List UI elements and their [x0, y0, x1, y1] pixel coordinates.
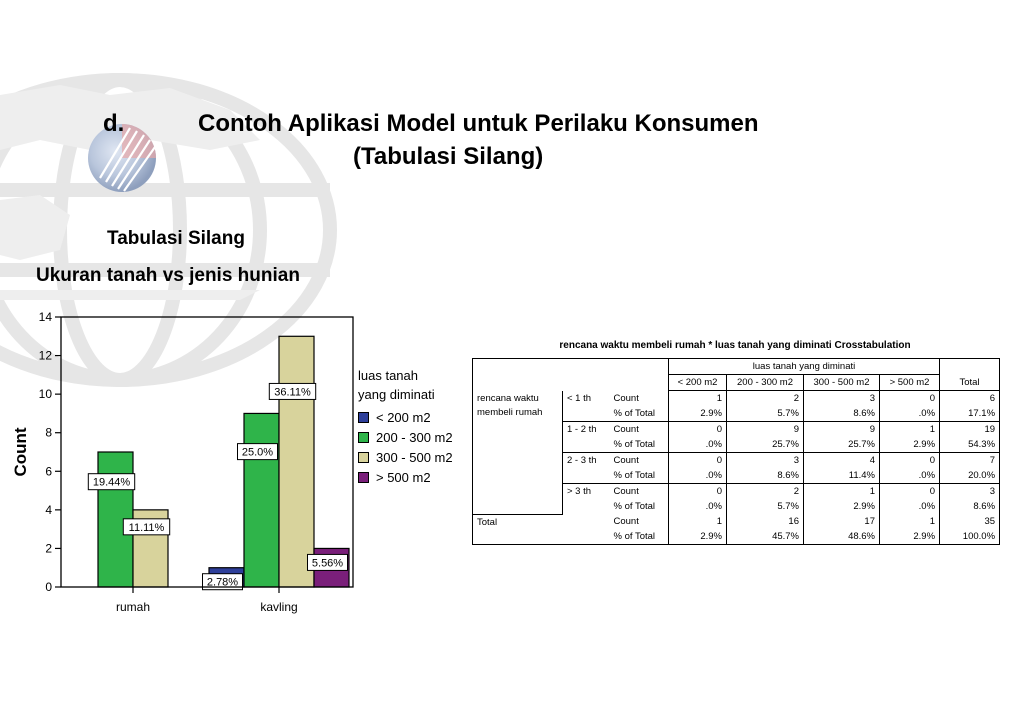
percent-cell: 2.9% [880, 437, 940, 453]
total-count-cell: 17 [804, 514, 880, 529]
count-cell: 0 [669, 453, 727, 469]
statistic-label: Count [610, 422, 669, 438]
legend-label: 200 - 300 m2 [376, 429, 453, 445]
y-tick-label: 2 [45, 541, 52, 556]
bar-data-label-text: 11.11% [128, 521, 165, 534]
x-tick-label: kavling [260, 600, 298, 614]
count-cell: 2 [727, 391, 804, 407]
count-cell: 7 [940, 453, 1000, 469]
percent-cell: .0% [669, 437, 727, 453]
page-title: Contoh Aplikasi Model untuk Perilaku Konsumen [198, 110, 759, 137]
count-cell: 1 [804, 484, 880, 500]
percent-cell: .0% [880, 406, 940, 422]
y-tick-label: 4 [45, 502, 52, 517]
bar-data-label [269, 383, 315, 399]
bar [241, 413, 279, 587]
table-row [473, 359, 1000, 375]
section-heading: Tabulasi Silang [107, 228, 245, 249]
y-tick-label: 12 [38, 348, 52, 363]
y-axis [39, 310, 61, 594]
bar [279, 336, 314, 587]
section-subheading: Ukuran tanah vs jenis hunian [36, 265, 300, 286]
row-category-label: 2 - 3 th [563, 453, 610, 484]
percent-cell: 2.9% [804, 499, 880, 514]
total-count-cell: 1 [880, 514, 940, 529]
percent-cell: 25.7% [727, 437, 804, 453]
table-row [473, 391, 1000, 407]
y-axis-label: Count [11, 427, 30, 477]
row-variable-label: rencana waktu membeli rumah [473, 391, 563, 515]
statistic-label: % of Total [613, 470, 656, 481]
legend-item [358, 467, 453, 487]
bar-data-label [308, 554, 348, 570]
row-category-label: < 1 th [563, 391, 610, 422]
legend-item [358, 447, 453, 467]
legend-item [358, 427, 453, 447]
legend-swatch [358, 412, 369, 423]
count-cell: 1 [880, 422, 940, 438]
total-row-label: Total [473, 514, 610, 545]
x-axis [116, 587, 298, 614]
bar-data-label [238, 444, 278, 460]
percent-cell: 5.7% [727, 406, 804, 422]
percent-cell: 25.7% [804, 437, 880, 453]
page-subtitle: (Tabulasi Silang) [353, 143, 544, 170]
legend-swatch [358, 432, 369, 443]
count-cell: 3 [940, 484, 1000, 500]
count-cell: 6 [940, 391, 1000, 407]
total-percent-cell: 45.7% [727, 529, 804, 545]
column-header: 200 - 300 m2 [727, 375, 804, 391]
count-cell: 19 [940, 422, 1000, 438]
table-cell [473, 359, 669, 391]
total-percent-cell: 2.9% [669, 529, 727, 545]
statistic-label: % of Total [613, 439, 656, 450]
y-tick-label: 10 [38, 387, 52, 402]
statistic-label: % of Total [613, 501, 656, 512]
statistic-label: Count [613, 516, 639, 527]
legend-label: > 500 m2 [376, 469, 431, 485]
total-count-cell: 1 [669, 514, 727, 529]
bar-chart [0, 300, 370, 630]
legend-item [358, 407, 453, 427]
percent-cell: .0% [669, 468, 727, 484]
count-cell: 0 [880, 391, 940, 407]
x-tick-label: rumah [115, 600, 151, 614]
y-tick-label: 0 [45, 580, 52, 594]
percent-cell: .0% [880, 499, 940, 514]
count-cell: 0 [669, 422, 727, 438]
count-cell: 4 [804, 453, 880, 469]
column-header: < 200 m2 [669, 375, 727, 391]
total-percent-cell: 100.0% [940, 529, 1000, 545]
crosstab-title: rencana waktu membeli rumah * luas tanah yang diminati Crosstabulation [559, 340, 911, 351]
column-header: Total [940, 375, 1000, 391]
bar-data-label-text: 36.11% [274, 386, 311, 399]
statistic-label: Count [610, 453, 669, 469]
column-header: 300 - 500 m2 [804, 375, 880, 391]
y-tick-label: 6 [45, 464, 52, 479]
percent-cell: 8.6% [940, 499, 1000, 514]
bar-data-label [88, 474, 134, 490]
legend-label: < 200 m2 [376, 409, 431, 425]
bar-data-label [123, 519, 169, 535]
count-cell: 1 [669, 391, 727, 407]
bar-data-label-text: 19.44% [92, 476, 131, 489]
count-cell: 9 [804, 422, 880, 438]
percent-cell: .0% [880, 468, 940, 484]
crosstab-table [472, 358, 1000, 545]
column-header: > 500 m2 [880, 375, 940, 391]
percent-cell: 5.7% [727, 499, 804, 514]
statistic-label: % of Total [610, 529, 669, 545]
title-letter: d. [103, 110, 125, 137]
statistic-label: % of Total [613, 408, 656, 419]
legend-title-line2: yang diminati [358, 387, 435, 402]
row-category-label: 1 - 2 th [563, 422, 610, 453]
statistic-label: Count [610, 484, 669, 500]
statistic-label: Count [613, 392, 639, 404]
percent-cell: 8.6% [727, 468, 804, 484]
y-tick-label: 14 [38, 310, 52, 324]
count-cell: 0 [669, 484, 727, 500]
legend-swatch [358, 472, 369, 483]
count-cell: 0 [880, 453, 940, 469]
table-cell [940, 359, 1000, 375]
percent-cell: 20.0% [940, 468, 1000, 484]
table-row [473, 514, 1000, 529]
legend-swatch [358, 452, 369, 463]
percent-cell: .0% [669, 499, 727, 514]
percent-cell: 17.1% [940, 406, 1000, 422]
count-cell: 9 [727, 422, 804, 438]
percent-cell: 8.6% [804, 406, 880, 422]
total-percent-cell: 48.6% [804, 529, 880, 545]
total-percent-cell: 2.9% [880, 529, 940, 545]
bar-series-group [98, 336, 349, 587]
row-category-label: > 3 th [563, 484, 610, 515]
percent-cell: 54.3% [940, 437, 1000, 453]
y-tick-label: 8 [45, 425, 52, 440]
total-count-cell: 35 [940, 514, 1000, 529]
count-cell: 3 [727, 453, 804, 469]
count-cell: 3 [804, 391, 880, 407]
percent-cell: 11.4% [804, 468, 880, 484]
bar-data-label-text: 2.78% [206, 576, 239, 589]
column-group-header: luas tanah yang diminati [669, 359, 940, 375]
count-cell: 2 [727, 484, 804, 500]
total-count-cell: 16 [727, 514, 804, 529]
count-cell: 0 [880, 484, 940, 500]
bar-data-label-text: 25.0% [241, 446, 274, 459]
percent-cell: 2.9% [669, 406, 727, 422]
chart-legend [358, 366, 453, 487]
bar-data-label-text: 5.56% [311, 557, 344, 570]
legend-title-line1: luas tanah [358, 368, 418, 383]
legend-label: 300 - 500 m2 [376, 449, 453, 465]
